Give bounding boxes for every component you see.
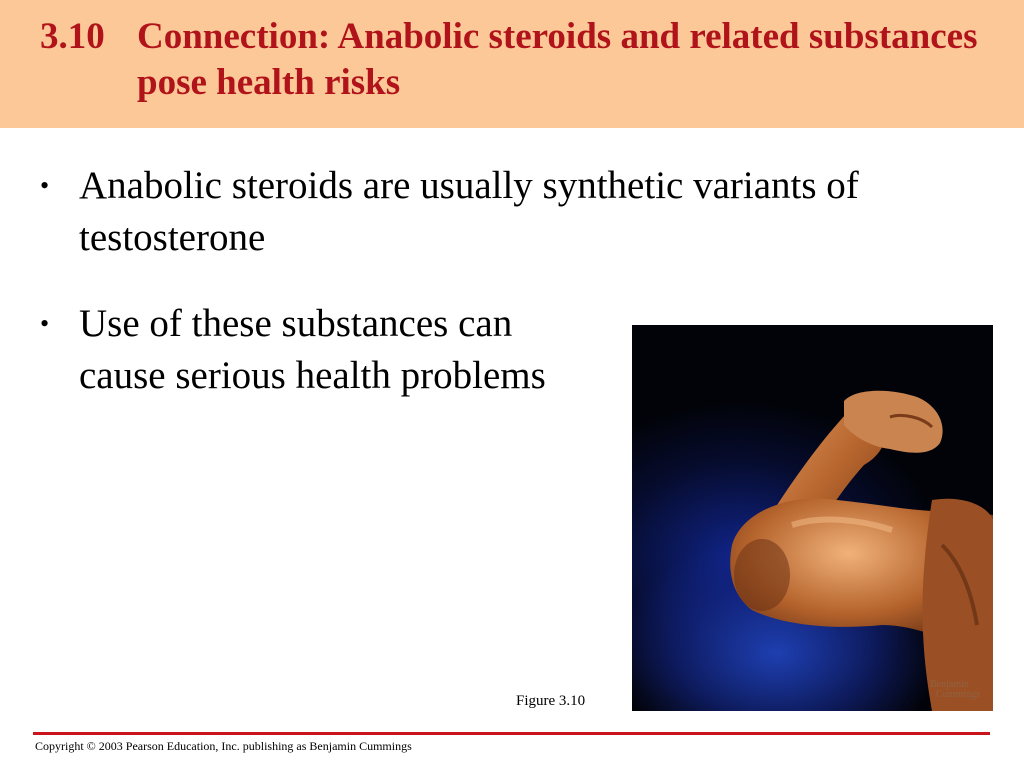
- svg-text:Benjamin: Benjamin: [930, 679, 969, 690]
- bullet-text: Anabolic steroids are usually synthetic variants of testosterone: [79, 164, 859, 259]
- footer-divider: [33, 732, 990, 735]
- bullet-text: Use of these substances can cause serious health problems: [79, 302, 546, 397]
- flexed-bicep-photo: [632, 325, 993, 711]
- copyright-notice: Copyright © 2003 Pearson Education, Inc. publishing as Benjamin Cummings: [35, 739, 412, 753]
- bullet-marker: •: [40, 309, 50, 338]
- svg-text:Cummings: Cummings: [936, 689, 980, 700]
- title-bar: [0, 0, 1024, 128]
- bullet-marker: •: [40, 171, 50, 200]
- figure-caption: Figure 3.10: [516, 693, 586, 709]
- slide-title: Connection: Anabolic steroids and related substances pose health risks: [137, 16, 978, 103]
- flexed-arm-illustration: [632, 325, 993, 711]
- slide-number: 3.10: [40, 16, 105, 57]
